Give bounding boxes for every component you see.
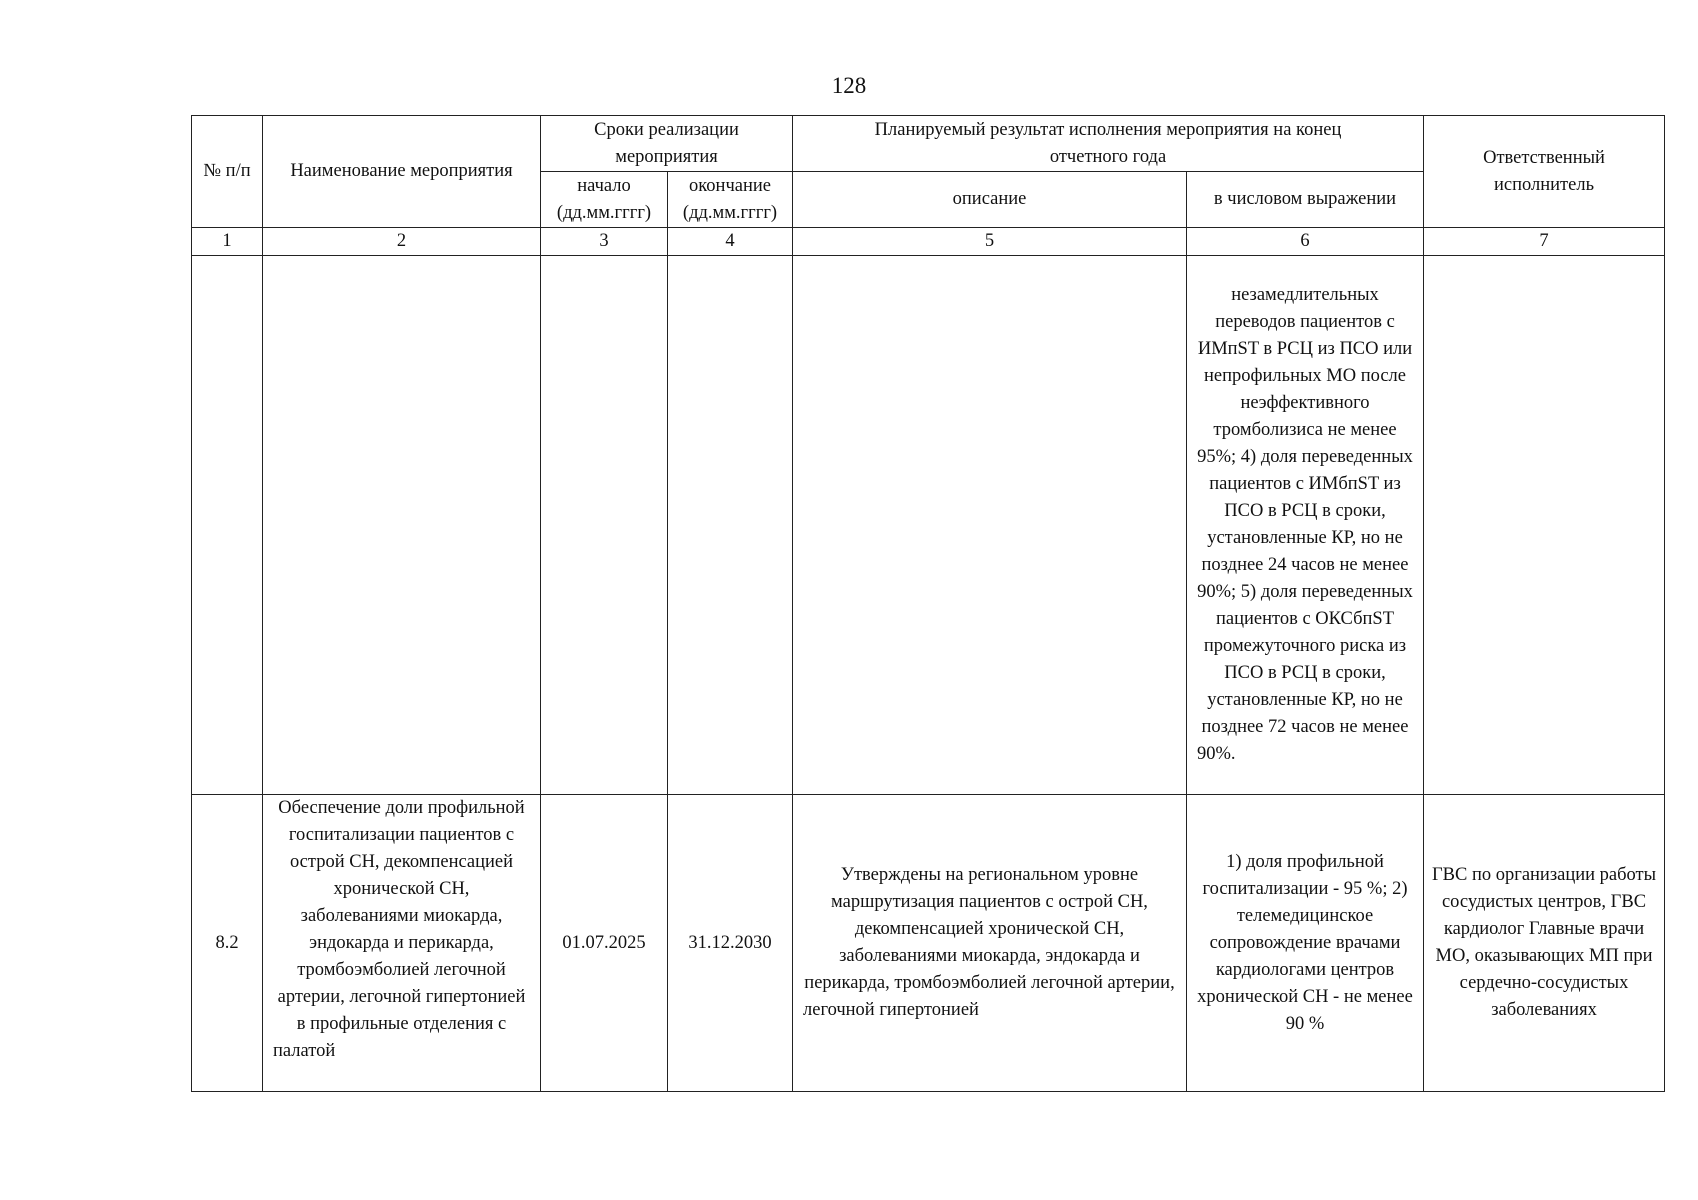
- column-number: 7: [1424, 228, 1665, 256]
- header-numeric: в числовом выражении: [1187, 172, 1424, 228]
- column-number: 2: [263, 228, 541, 256]
- start-date: 01.07.2025: [541, 795, 668, 1092]
- header-name: Наименование мероприятия: [263, 116, 541, 228]
- header-result: Планируемый результат исполнения мероприятия на конец отчетного года: [793, 116, 1424, 172]
- column-number: 5: [793, 228, 1187, 256]
- activity-name: Обеспечение доли профильной госпитализации пациентов с острой СН, декомпенсацией хронической СН, заболеваниями миокарда, эндокарда и перикарда, тромбоэмболией легочной артерии, легочной гипертонией в профильные отделения с палатой: [273, 798, 526, 1061]
- activity-name-cell: [263, 795, 541, 1092]
- activities-table: [191, 115, 1665, 1092]
- column-number: 4: [668, 228, 793, 256]
- header-num: № п/п: [192, 116, 263, 228]
- header-terms: Сроки реализации мероприятия: [541, 116, 793, 172]
- header-responsible: Ответственный исполнитель: [1424, 116, 1665, 228]
- cell-empty: [793, 256, 1187, 795]
- page-number: 128: [831, 73, 867, 98]
- header-start: начало (дд.мм.гггг): [541, 172, 668, 228]
- column-number: 3: [541, 228, 668, 256]
- column-number: 6: [1187, 228, 1424, 256]
- column-number: 1: [192, 228, 263, 256]
- cell-empty: [263, 256, 541, 795]
- result-description: Утверждены на региональном уровне маршрутизация пациентов с острой СН, декомпенсацией хронической СН, заболеваниями миокарда, эндокарда и перикарда, тромбоэмболией легочной артерии, легочной гипертонией: [793, 795, 1187, 1092]
- cell-empty: [541, 256, 668, 795]
- table-row: [192, 795, 1665, 1092]
- cell-empty: [192, 256, 263, 795]
- result-numeric: 1) доля профильной госпитализации - 95 %; 2) телемедицинское сопровождение врачами кардиологами центров хронической СН - не менее 90 %: [1187, 795, 1424, 1092]
- cell-empty: [668, 256, 793, 795]
- row-number: 8.2: [192, 795, 263, 1092]
- responsible-executor: ГВС по организации работы сосудистых центров, ГВС кардиолог Главные врачи МО, оказывающих МП при сердечно-сосудистых заболеваниях: [1424, 795, 1665, 1092]
- table-row: [192, 256, 1665, 795]
- cell-empty: [1424, 256, 1665, 795]
- header-description: описание: [793, 172, 1187, 228]
- end-date: 31.12.2030: [668, 795, 793, 1092]
- continuation-numeric-text: незамедлительных переводов пациентов с ИМпST в РСЦ из ПСО или непрофильных МО после неэффективного тромболизиса не менее 95%; 4) доля переведенных пациентов с ИМбпST из ПСО в РСЦ в сроки, установленные КР, но не позднее 24 часов не менее 90%; 5) доля переведенных пациентов с ОКСбпST промежуточного риска из ПСО в РСЦ в сроки, установленные КР, но не позднее 72 часов не менее 90%.: [1187, 256, 1424, 795]
- header-end: окончание (дд.мм.гггг): [668, 172, 793, 228]
